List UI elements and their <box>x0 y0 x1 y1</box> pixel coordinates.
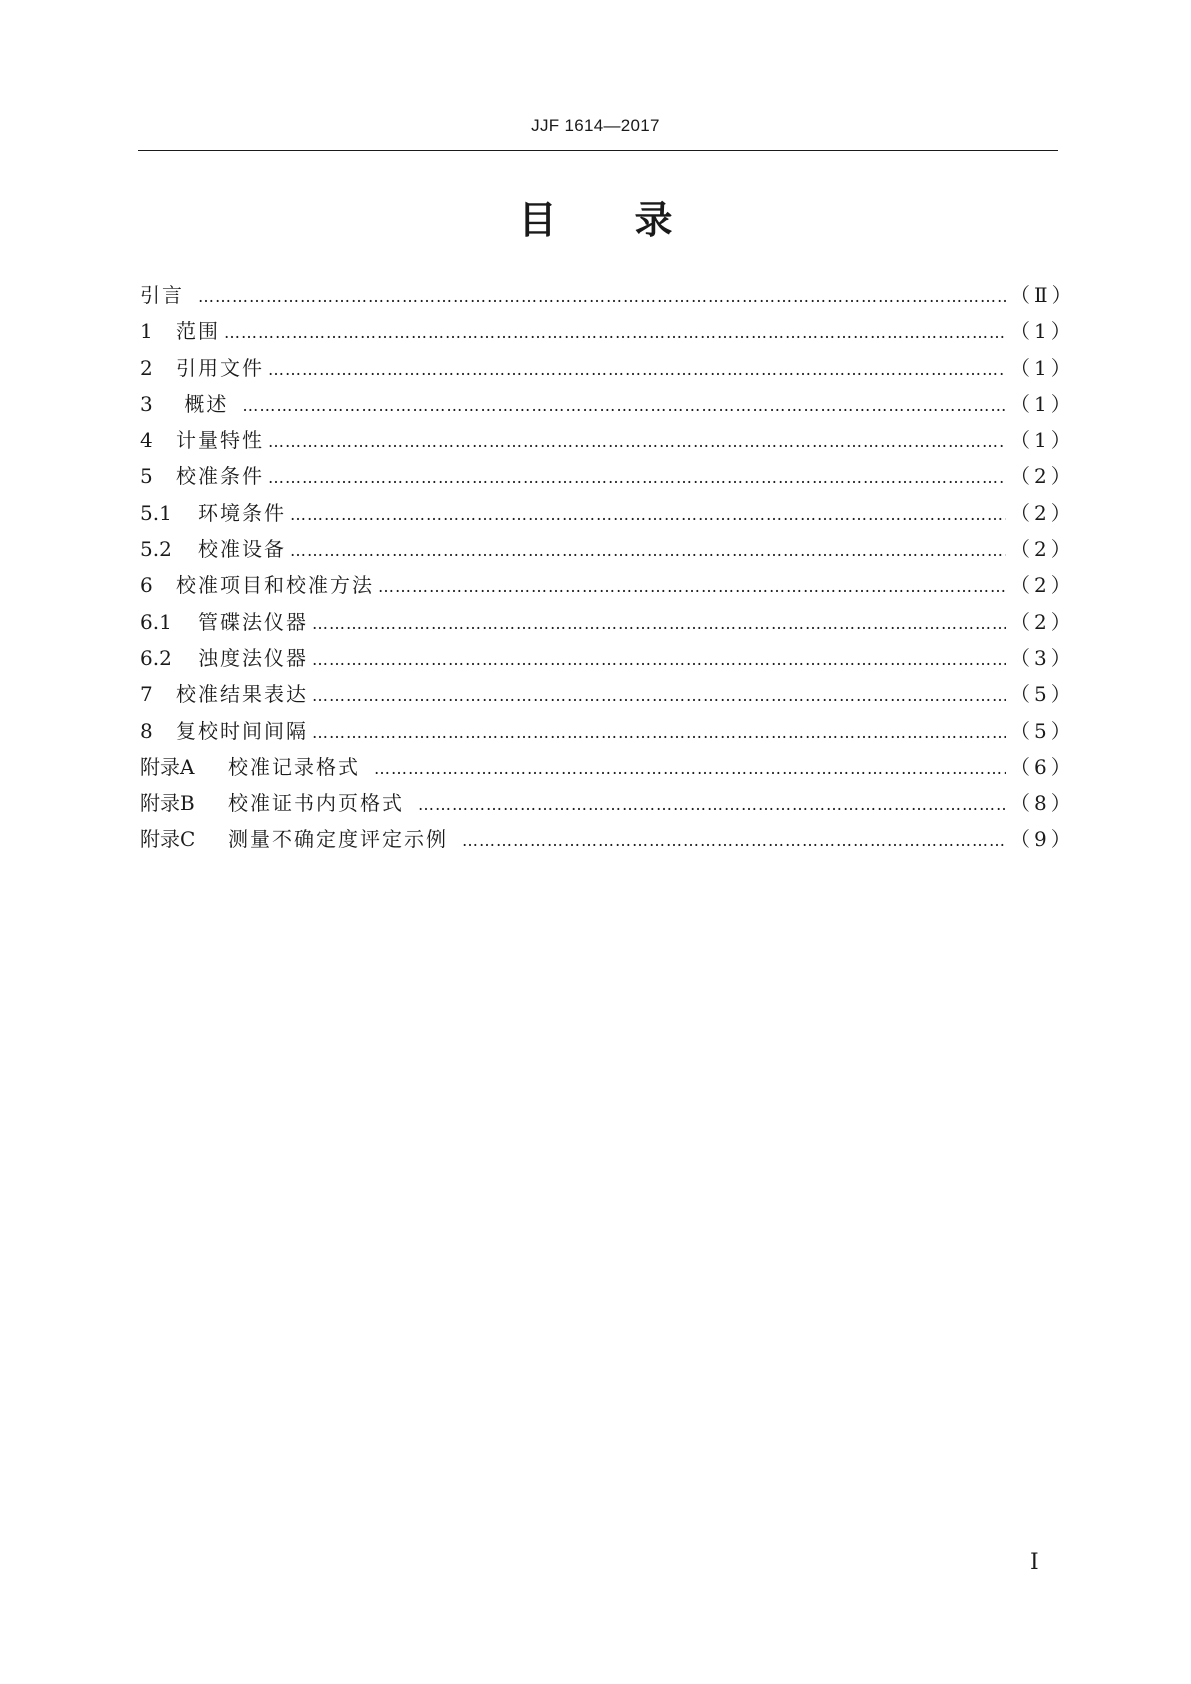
toc-dot-leader <box>312 678 1006 714</box>
page-title <box>0 196 1191 244</box>
toc-entry-page: （2） <box>1010 537 1075 562</box>
toc-entry[interactable] <box>140 458 1075 494</box>
toc-entry-page: （6） <box>1010 754 1075 779</box>
toc-entry[interactable] <box>140 386 1075 422</box>
toc-entry-page: （2） <box>1010 500 1075 525</box>
toc-entry[interactable] <box>140 531 1075 567</box>
toc-entry-label: 范围 <box>176 319 220 344</box>
toc-entry-number: 附录B <box>140 791 195 816</box>
toc-entry[interactable] <box>140 422 1075 458</box>
toc-entry-page: （1） <box>1010 428 1075 453</box>
toc-entry-page: （1） <box>1010 319 1075 344</box>
table-of-contents <box>140 277 1076 858</box>
title-char-2: 录 <box>634 198 673 242</box>
toc-dot-leader <box>268 352 1006 388</box>
toc-entry-number: 5.1 <box>140 500 172 525</box>
toc-entry-number: 7 <box>140 682 153 707</box>
toc-dot-leader <box>418 787 1006 823</box>
toc-dot-leader <box>224 315 1006 351</box>
toc-entry-number: 8 <box>140 718 153 743</box>
toc-entry-label: 校准记录格式 <box>228 754 360 779</box>
toc-entry-label: 管碟法仪器 <box>198 609 308 634</box>
toc-entry-label: 引用文件 <box>176 355 264 380</box>
toc-dot-leader <box>198 279 1006 315</box>
document-code-header: JJF 1614—2017 <box>531 116 660 135</box>
toc-dot-leader <box>290 497 1006 533</box>
toc-entry-label: 环境条件 <box>198 500 286 525</box>
toc-entry-label: 引言 <box>140 283 184 307</box>
toc-entry[interactable] <box>140 313 1075 349</box>
toc-dot-leader <box>378 569 1006 605</box>
toc-entry[interactable] <box>140 640 1075 676</box>
toc-dot-leader <box>242 388 1006 424</box>
toc-entry-number: 6.1 <box>140 609 172 634</box>
toc-entry-label: 浊度法仪器 <box>198 645 308 670</box>
toc-entry-label: 概述 <box>176 391 229 416</box>
toc-entry-number: 4 <box>140 428 153 453</box>
toc-dot-leader <box>312 606 1006 642</box>
toc-entry-label: 校准条件 <box>176 464 264 489</box>
toc-entry[interactable] <box>140 821 1075 857</box>
toc-entry-label: 校准设备 <box>198 537 286 562</box>
title-char-1: 目 <box>518 198 557 242</box>
toc-entry-number: 6 <box>140 573 153 598</box>
toc-dot-leader <box>462 823 1006 859</box>
toc-entry[interactable] <box>140 713 1075 749</box>
toc-entry-label: 测量不确定度评定示例 <box>228 827 448 852</box>
toc-entry-number: 1 <box>140 319 153 344</box>
toc-entry-number: 3 <box>140 391 153 416</box>
toc-entry-label: 复校时间间隔 <box>176 718 308 743</box>
toc-entry-page: （1） <box>1010 355 1075 380</box>
toc-entry-label: 校准结果表达 <box>176 682 308 707</box>
toc-entry[interactable] <box>140 567 1075 603</box>
toc-entry-page: （8） <box>1010 791 1075 816</box>
toc-entry-page: （Ⅱ） <box>1010 283 1076 307</box>
toc-dot-leader <box>268 460 1006 496</box>
toc-entry[interactable] <box>140 277 1076 313</box>
toc-entry-number: 附录A <box>140 754 195 779</box>
toc-entry[interactable] <box>140 676 1075 712</box>
toc-entry-label: 校准证书内页格式 <box>228 791 404 816</box>
toc-entry-page: （5） <box>1010 718 1075 743</box>
toc-entry-number: 6.2 <box>140 645 172 670</box>
toc-dot-leader <box>290 533 1006 569</box>
toc-entry[interactable] <box>140 604 1075 640</box>
toc-entry-page: （2） <box>1010 573 1075 598</box>
toc-entry-label: 校准项目和校准方法 <box>176 573 374 598</box>
toc-entry-page: （5） <box>1010 682 1075 707</box>
toc-entry-number: 附录C <box>140 827 196 852</box>
toc-entry-number: 5 <box>140 464 153 489</box>
toc-entry-page: （1） <box>1010 391 1075 416</box>
header-rule <box>138 150 1058 151</box>
toc-dot-leader <box>312 642 1006 678</box>
toc-entry[interactable] <box>140 350 1075 386</box>
page-folio: Ⅰ <box>1030 1550 1039 1575</box>
toc-dot-leader <box>312 715 1006 751</box>
toc-entry-page: （9） <box>1010 827 1075 852</box>
toc-entry-page: （3） <box>1010 645 1075 670</box>
toc-entry-number: 5.2 <box>140 537 172 562</box>
toc-entry[interactable] <box>140 749 1075 785</box>
toc-entry-page: （2） <box>1010 464 1075 489</box>
toc-entry[interactable] <box>140 495 1075 531</box>
toc-entry[interactable] <box>140 785 1075 821</box>
toc-entry-page: （2） <box>1010 609 1075 634</box>
toc-dot-leader <box>374 751 1006 787</box>
toc-dot-leader <box>268 424 1006 460</box>
toc-entry-label: 计量特性 <box>176 428 264 453</box>
toc-entry-number: 2 <box>140 355 153 380</box>
